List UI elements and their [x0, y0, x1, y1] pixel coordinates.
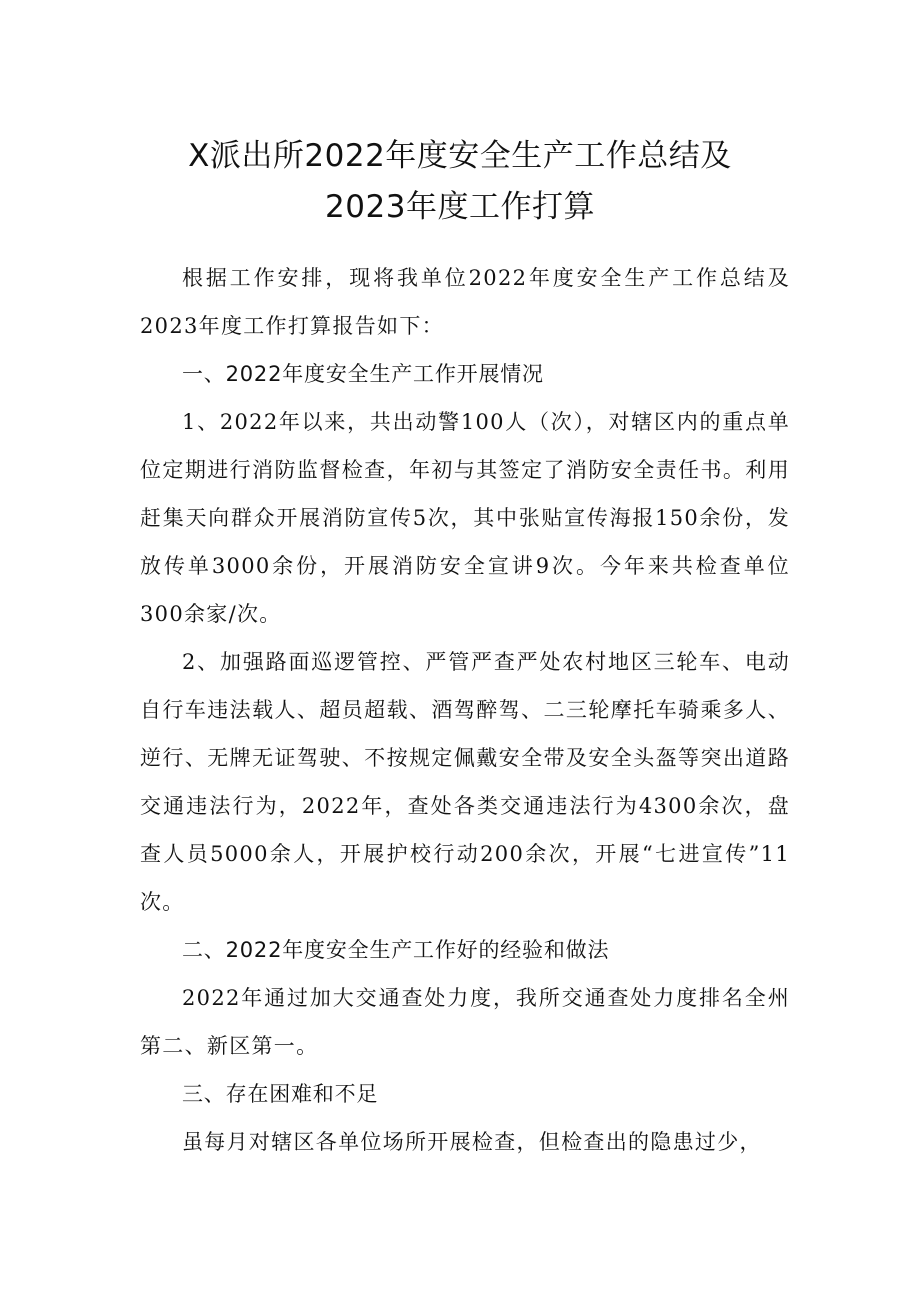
document-title-line-1: X派出所2022年度安全生产工作总结及	[188, 138, 732, 174]
section-1-heading: 一、2022年度安全生产工作开展情况	[182, 362, 544, 386]
document-body	[140, 254, 790, 1166]
section-2-heading: 二、2022年度安全生产工作好的经验和做法	[182, 938, 610, 962]
section-3-heading: 三、存在困难和不足	[182, 1082, 379, 1106]
intro-paragraph: 根据工作安排，现将我单位2022年度安全生产工作总结及2023年度工作打算报告如下：	[140, 266, 790, 338]
section-3-paragraph: 虽每月对辖区各单位场所开展检查，但检查出的隐患过少，	[182, 1130, 762, 1154]
section-1-item-1: 1、2022年以来，共出动警100人（次），对辖区内的重点单位定期进行消防监督检查，年初与其签定了消防安全责任书。利用赶集天向群众开展消防宣传5次，其中张贴宣传海报150余份，发放传单3000余份，开展消防安全宣讲9次。今年来共检查单位300余家/次。	[140, 410, 790, 626]
document-title-line-2: 2023年度工作打算	[325, 189, 595, 225]
section-2-paragraph: 2022年通过加大交通查处力度，我所交通查处力度排名全州第二、新区第一。	[140, 986, 790, 1058]
section-1-item-2: 2、加强路面巡逻管控、严管严查严处农村地区三轮车、电动自行车违法载人、超员超载、酒驾醉驾、二三轮摩托车骑乘多人、逆行、无牌无证驾驶、不按规定佩戴安全带及安全头盔等突出道路交通违法行为，2022年，查处各类交通违法行为4300余次，盘查人员5000余人，开展护校行动200余次，开展“七进宣传”11次。	[140, 650, 790, 914]
